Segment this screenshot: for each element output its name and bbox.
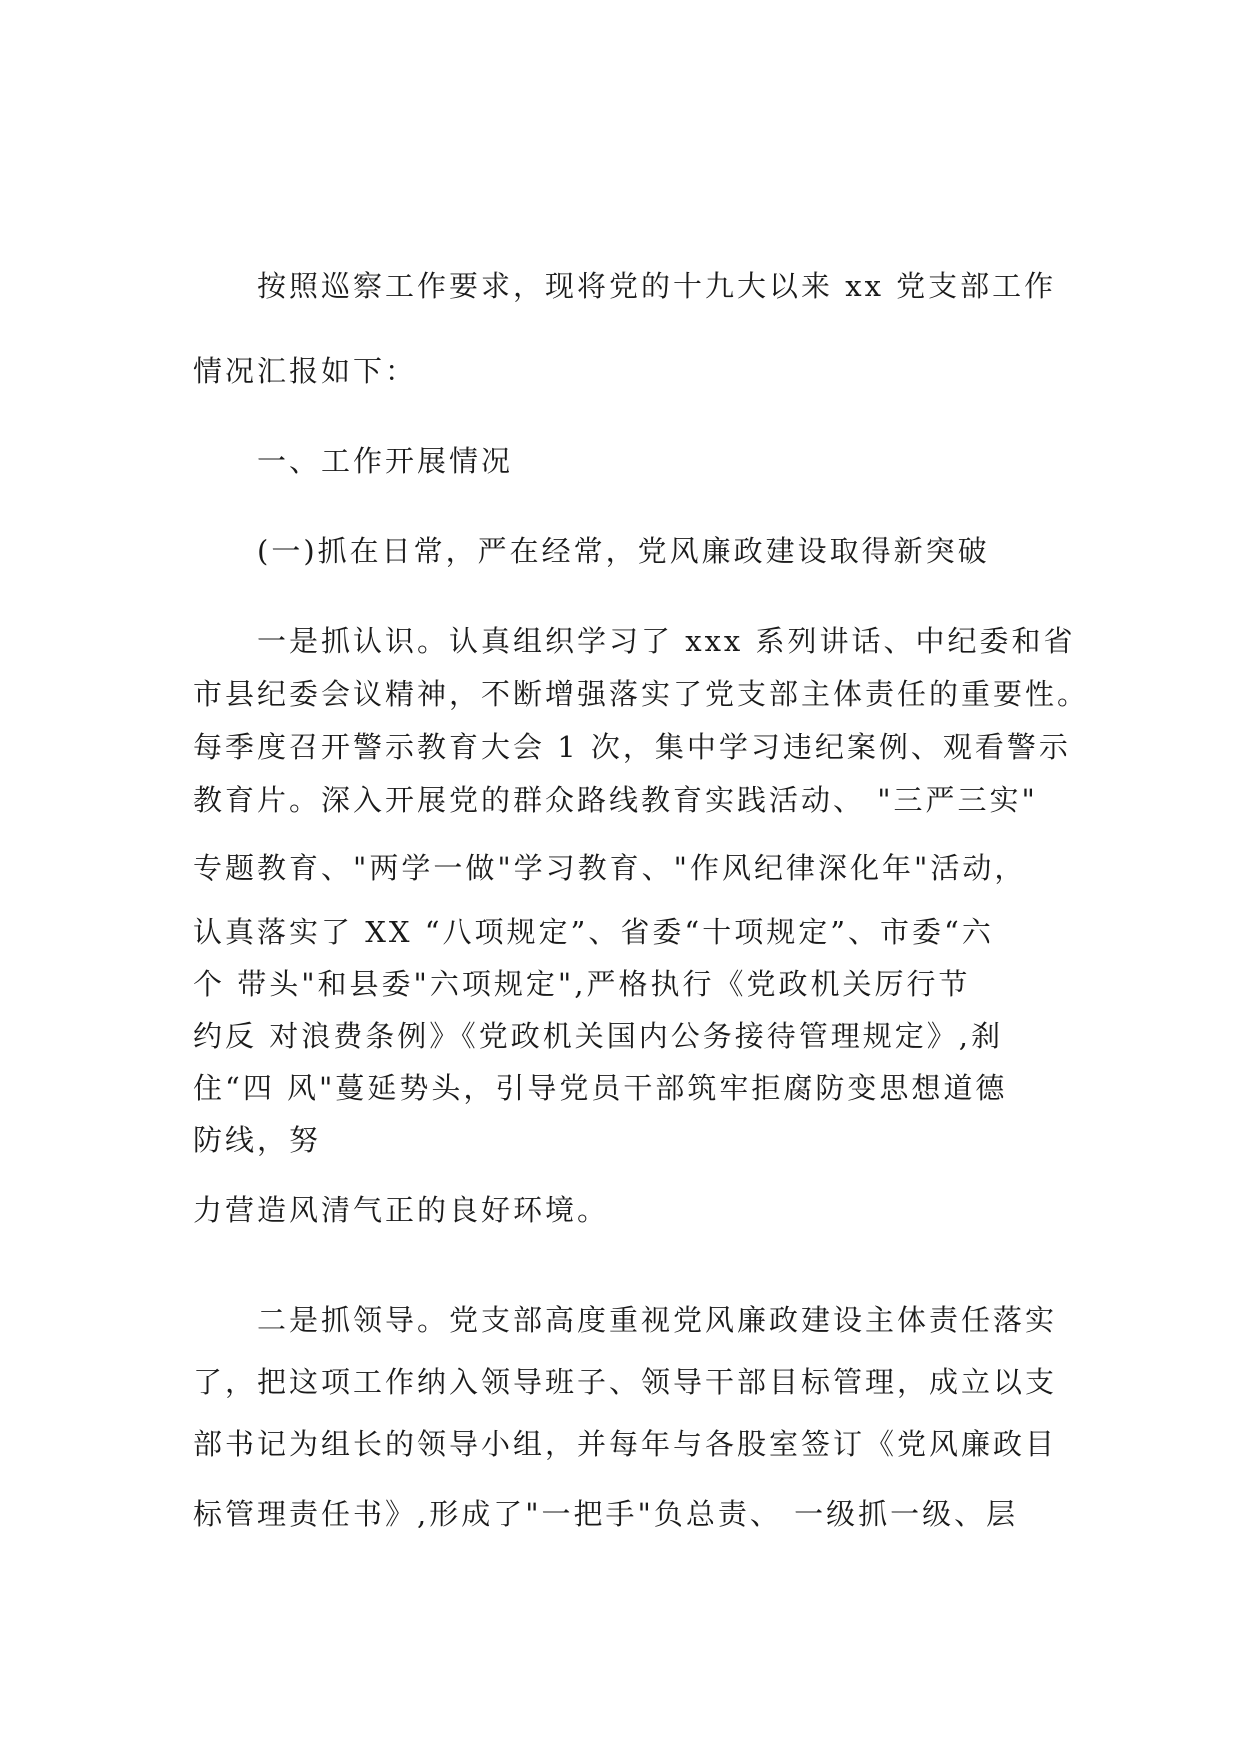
paragraph-1-line-11: 力营造风清气正的良好环境。 xyxy=(193,1193,610,1227)
paragraph-2-line-1: 二是抓领导。党支部高度重视党风廉政建设主体责任落实 xyxy=(257,1303,1058,1337)
subsection-heading: (一)抓在日常，严在经常，党风廉政建设取得新突破 xyxy=(257,534,990,568)
paragraph-1-line-2: 市县纪委会议精神，不断增强落实了党支部主体责任的重要性。 xyxy=(193,677,1090,711)
paragraph-1-line-4: 教育片。深入开展党的群众路线教育实践活动、 "三严三实" xyxy=(193,783,1038,817)
paragraph-1-line-10: 防线，努 xyxy=(193,1123,322,1157)
paragraph-1-line-7: 个 带头"和县委"六项规定",严格执行《党政机关厉行节 xyxy=(193,967,971,1001)
section-heading: 一、工作开展情况 xyxy=(257,444,514,478)
paragraph-2-line-2: 了，把这项工作纳入领导班子、领导干部目标管理，成立以支 xyxy=(193,1365,1058,1399)
paragraph-1-line-6: 认真落实了 XX “八项规定”、省委“十项规定”、市委“六 xyxy=(193,915,994,949)
paragraph-1-line-5: 专题教育、"两学一做"学习教育、"作风纪律深化年"活动， xyxy=(193,851,1027,885)
intro-line-2: 情况汇报如下： xyxy=(193,354,418,388)
intro-line-1: 按照巡察工作要求，现将党的十九大以来 xx 党支部工作 xyxy=(257,269,1057,303)
paragraph-2-line-4: 标管理责任书》,形成了"一把手"负总责、 一级抓一级、层 xyxy=(193,1497,1019,1531)
paragraph-1-line-9: 住“四 风"蔓延势头，引导党员干部筑牢拒腐防变思想道德 xyxy=(193,1071,1008,1105)
paragraph-1-line-8: 约反 对浪费条例》《党政机关国内公务接待管理规定》,刹 xyxy=(193,1019,1003,1053)
paragraph-2-line-3: 部书记为组长的领导小组，并每年与各股室签订《党风廉政目 xyxy=(193,1427,1058,1461)
paragraph-1-line-3: 每季度召开警示教育大会 1 次，集中学习违纪案例、观看警示 xyxy=(193,730,1071,764)
paragraph-1-line-1: 一是抓认识。认真组织学习了 xxx 系列讲话、中纪委和省 xyxy=(257,624,1076,658)
